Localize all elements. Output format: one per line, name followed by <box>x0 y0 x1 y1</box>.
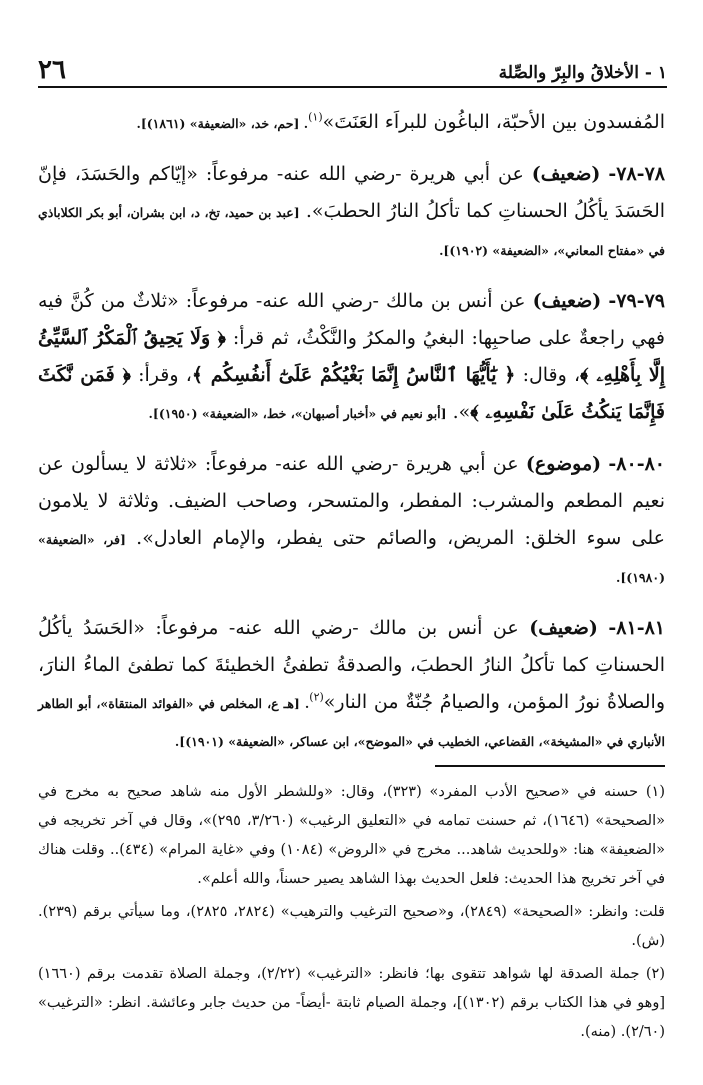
quran-verse: ﴿ فَمَن نَّكَثَ فَإِنَّمَا يَنكُثُ عَلَىٰ نَفْسِهِۦ ﴾ <box>38 364 665 423</box>
hadith-number: ٧٨-٧٨- <box>608 163 665 185</box>
hadith-text: ، وقال: <box>522 364 581 386</box>
hadith-text: عن أبي هريرة -رضي الله عنه- مرفوعاً: «إيّاكم والحَسَدَ، فإنّ الحَسَدَ يأكُلُ الحسناتِ كما تأكلُ النارُ الحطبَ». <box>38 163 666 222</box>
source-reference: . [حم، خد، «الضعيفة» (١٨٦١)]. <box>136 116 309 131</box>
hadith-grade: (ضعيف) <box>532 290 602 312</box>
footnote-text: قلت: وانظر: «الصحيحة» (٢٨٤٩)، و«صحيح الترغيب والترهيب» (٢٨٢٤، ٢٨٢٥)، وما سيأتي برقم (٢٣٩). (ش). <box>38 904 665 949</box>
hadith-grade: (ضعيف) <box>529 617 598 639</box>
hadith-grade: (موضوع) <box>525 453 602 475</box>
footnote-marker: (١) <box>308 110 323 124</box>
continuation-text: المُفسدون بين الأحبّة، الباغُون للبراَء العَنَتَ» <box>322 111 665 133</box>
footnote-divider <box>435 765 665 767</box>
quran-verse: ﴿ وَلَا يَحِيقُ ٱلْمَكْرُ ٱلسَّيِّئُ إِلَّا بِأَهْلِهِۦ ﴾ <box>38 327 665 386</box>
hadith-number: ٧٩-٧٩- <box>608 290 665 312</box>
footnote-marker: (٢) <box>309 690 324 704</box>
hadith-number: ٨١-٨١- <box>608 617 665 639</box>
footnote-1 <box>38 778 665 894</box>
chapter-title: ١ - الأخلاقُ والبِرّ والصِّلة <box>498 63 667 83</box>
source-reference: . [هـ ع، المخلص في «الفوائد المنتقاة»، أبو الطاهر الأنباري في «المشيخة»، القضاعي، الخطيب في «الموضح»، ابن عساكر، «الضعيفة» (١٩٠١)]. <box>38 696 665 749</box>
hadith-80 <box>38 446 665 596</box>
page-header <box>38 54 667 88</box>
footnote-text: (١) حسنه في «صحيح الأدب المفرد» (٣٢٣)، وقال: «وللشطر الأول منه شاهد صحيح به مخرج في «الصحيحة» (١٦٤٦)، ثم حسنت تمامه في «التعليق الرغيب» (٣/٢٦٠، ٢٩٥)»، وقال في آخر تخريجه في «الضعيفة» هنا: «وللحديث شاهد... مخرج في «الروض» (١٠٨٤) وفي «غاية المرام» (٤٣٤).. وقلت هناك في آخر تخريج هذا الحديث: فلعل الحديث بهذا الشاهد يصير حسناً، والله أعلم». <box>38 784 666 887</box>
hadith-text: ». <box>452 401 471 423</box>
page-number: ٢٦ <box>38 55 66 85</box>
hadith-text: عن أبي هريرة -رضي الله عنه- مرفوعاً: «ثلاثة لا يسألون عن نعيم المطعم والمشرب: المفطر، والمتسحر، وصاحب الضيف. وثلاثة لا يلامون على سوء الخلق: المريض، والصائم حتى يفطر، والإمام العادل». <box>38 453 666 549</box>
footnotes <box>38 778 665 1051</box>
hadith-text: عن أنس بن مالك -رضي الله عنه- مرفوعاً: «ثلاثٌ من كُنَّ فيه فهي راجعةٌ على صاحبِها: البغيُ والمكرُ والنَّكْثُ، ثم قرأ: <box>38 290 665 349</box>
hadith-79 <box>38 283 665 432</box>
source-reference: [عبد بن حميد، تخ، د، ابن بشران، أبو بكر الكلاباذي في «مفتاح المعاني»، «الضعيفة» (١٩٠٢)]. <box>38 205 665 258</box>
source-reference: [فر، «الضعيفة» (١٩٨٠)]. <box>38 532 665 585</box>
hadith-text: عن أنس بن مالك -رضي الله عنه- مرفوعاً: «الحَسَدُ يأكُلُ الحسناتِ كما تأكلُ النارُ الحطبَ، والصدقةُ تطفئُ الخطيئةَ كما تطفئ الماءُ النارَ، والصلاةُ نورُ المؤمن، والصيامُ جُنّةٌ من النار» <box>38 617 665 713</box>
hadith-81 <box>38 610 665 760</box>
footnote-2 <box>38 960 665 1047</box>
hadith-number: ٨٠-٨٠- <box>608 453 666 475</box>
hadith-text: ، وقرأ: <box>138 364 192 386</box>
hadith-78 <box>38 156 665 269</box>
hadith-grade: (ضعيف) <box>531 163 601 185</box>
main-text <box>38 104 665 774</box>
continuation-paragraph <box>38 104 665 142</box>
footnote-text: (٢) جملة الصدقة لها شواهد تتقوى بها؛ فانظر: «الترغيب» (٢/٢٢)، وجملة الصلاة تقدمت برقم (١٦٦٠) [وهو في هذا الكتاب برقم (١٣٠٢)]، وجملة الصيام ثابتة -أيضاً- من حديث جابر وعائشة. انظر: «الترغيب» (٢/٦٠). (منه). <box>38 966 665 1040</box>
quran-verse: ﴿ يَٰٓأَيُّهَا ٱلنَّاسُ إِنَّمَا بَغْيُكُمْ عَلَىٰٓ أَنفُسِكُم ﴾ <box>191 364 516 386</box>
source-reference: [أبو نعيم في «أخبار أصبهان»، خط، «الضعيفة» (١٩٥٠)]. <box>148 406 447 421</box>
footnote-1-addendum <box>38 898 665 956</box>
